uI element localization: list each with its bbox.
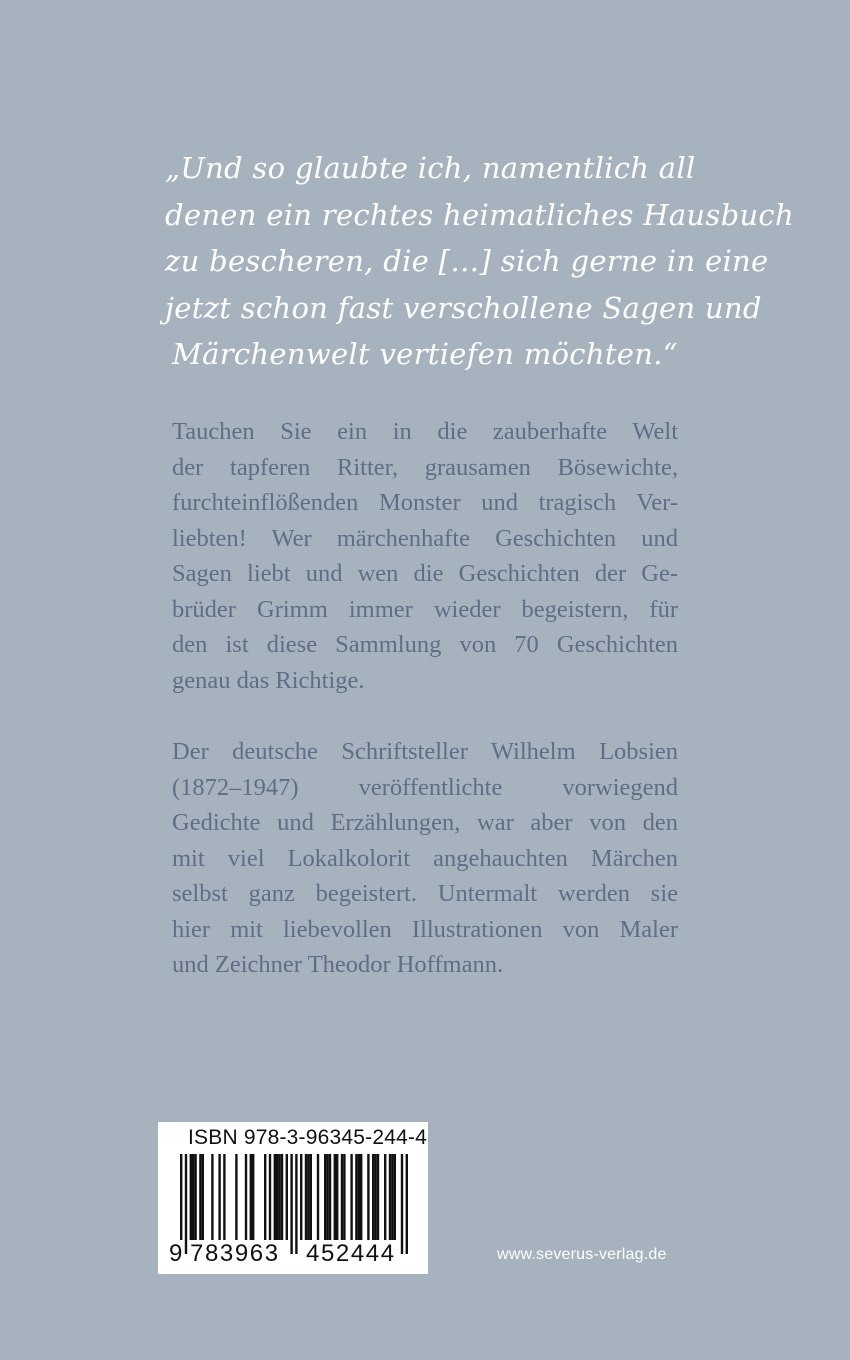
barcode-bar (358, 1154, 360, 1240)
isbn-barcode (158, 1122, 428, 1274)
barcode-bar (350, 1154, 352, 1240)
barcode-bar (336, 1154, 338, 1240)
barcode-bar (185, 1154, 187, 1254)
text-line: genau das Richtige. (172, 666, 365, 694)
barcode-bar (391, 1154, 393, 1240)
barcode-bar (384, 1154, 386, 1240)
ean-right-digits: 452444 (306, 1240, 396, 1267)
barcode-bar (324, 1154, 326, 1240)
barcode-bar (389, 1154, 391, 1240)
text-line: brüder Grimm immer wieder begeistern, für (172, 595, 678, 623)
barcode-bar (269, 1154, 271, 1240)
quote-line: zu bescheren, die […] sich gerne in eine (165, 244, 769, 278)
barcode-bar (295, 1154, 297, 1254)
barcode-bar (372, 1154, 374, 1240)
barcode-bar (211, 1154, 213, 1240)
barcode-bar (192, 1154, 194, 1240)
ean-lead-digit: 9 (169, 1240, 183, 1267)
barcode-bar (286, 1154, 288, 1240)
barcode-bar (194, 1154, 196, 1240)
barcode-bar (326, 1154, 328, 1240)
barcode-bar (300, 1154, 302, 1240)
quote-line: Märchenwelt vertiefen möchten.“ (172, 337, 678, 371)
text-line: und Zeichner Theodor Hoffmann. (172, 951, 504, 978)
barcode-bar (252, 1154, 254, 1240)
barcode-bar (245, 1154, 247, 1240)
barcode-bar (264, 1154, 266, 1240)
barcode-bar (223, 1154, 225, 1240)
text-line: Tauchen Sie ein in die zauberhafte Welt (172, 418, 678, 445)
barcode-bar (307, 1154, 309, 1240)
barcode-bar (250, 1154, 252, 1240)
description-paragraph-2 (172, 734, 678, 983)
barcode-bar (305, 1154, 307, 1240)
description-paragraph-1 (172, 414, 678, 698)
text-line: (1872–1947) veröffentlichte vorwiegend (172, 773, 678, 801)
barcode-bar (341, 1154, 343, 1240)
text-line: den ist diese Sammlung von 70 Geschichten (172, 631, 678, 658)
barcode-bar (274, 1154, 276, 1240)
barcode-bar (202, 1154, 204, 1240)
text-line: Sagen liebt und wen die Geschichten der Ge- (172, 560, 678, 587)
barcode-bar (278, 1154, 280, 1240)
barcode-bar (317, 1154, 319, 1240)
barcode-bar (360, 1154, 362, 1240)
text-line: der tapferen Ritter, grausamen Bösewichte, (172, 453, 678, 481)
text-line: furchteinflößenden Monster und tragisch Ver- (172, 489, 678, 516)
publisher-website: www.severus-verlag.de (497, 1246, 667, 1263)
text-line: mit viel Lokalkolorit angehauchten Märchen (172, 844, 678, 872)
quote-line: „Und so glaubte ich, namentlich all (165, 151, 696, 185)
text-line: Gedichte und Erzählungen, war aber von den (172, 809, 678, 836)
barcode-bar (377, 1154, 379, 1240)
barcode-bar (343, 1154, 345, 1240)
epigraph-quote (165, 145, 794, 378)
ean-left-digits: 783963 (190, 1240, 280, 1267)
barcode-bar (281, 1154, 283, 1240)
barcode-bar (199, 1154, 201, 1240)
barcode-bar (334, 1154, 336, 1240)
barcode-bar (374, 1154, 376, 1240)
barcode-bar (276, 1154, 278, 1240)
barcode-bar (401, 1154, 403, 1254)
quote-line: jetzt schon fast verschollene Sagen und (165, 290, 762, 325)
barcode-bar (394, 1154, 396, 1240)
barcode-bar (180, 1154, 182, 1254)
barcode-bar (218, 1154, 220, 1240)
barcode-bar (355, 1154, 357, 1240)
quote-line: denen ein rechtes heimatliches Hausbuch (165, 197, 794, 232)
barcode-bar (290, 1154, 292, 1254)
barcode-bar (406, 1154, 408, 1254)
text-line: liebten! Wer märchenhafte Geschichten und (172, 524, 678, 552)
text-line: Der deutsche Schriftsteller Wilhelm Lobsien (172, 738, 678, 765)
barcode-bar (190, 1154, 192, 1240)
barcode-bar (329, 1154, 331, 1240)
text-line: hier mit liebevollen Illustrationen von Maler (172, 915, 678, 943)
barcode-bar (310, 1154, 312, 1240)
text-line: selbst ganz begeistert. Untermalt werden sie (172, 880, 678, 907)
barcode-bar (367, 1154, 369, 1240)
barcode-bar (235, 1154, 237, 1240)
isbn-label: ISBN 978-3-96345-244-4 (188, 1126, 428, 1149)
